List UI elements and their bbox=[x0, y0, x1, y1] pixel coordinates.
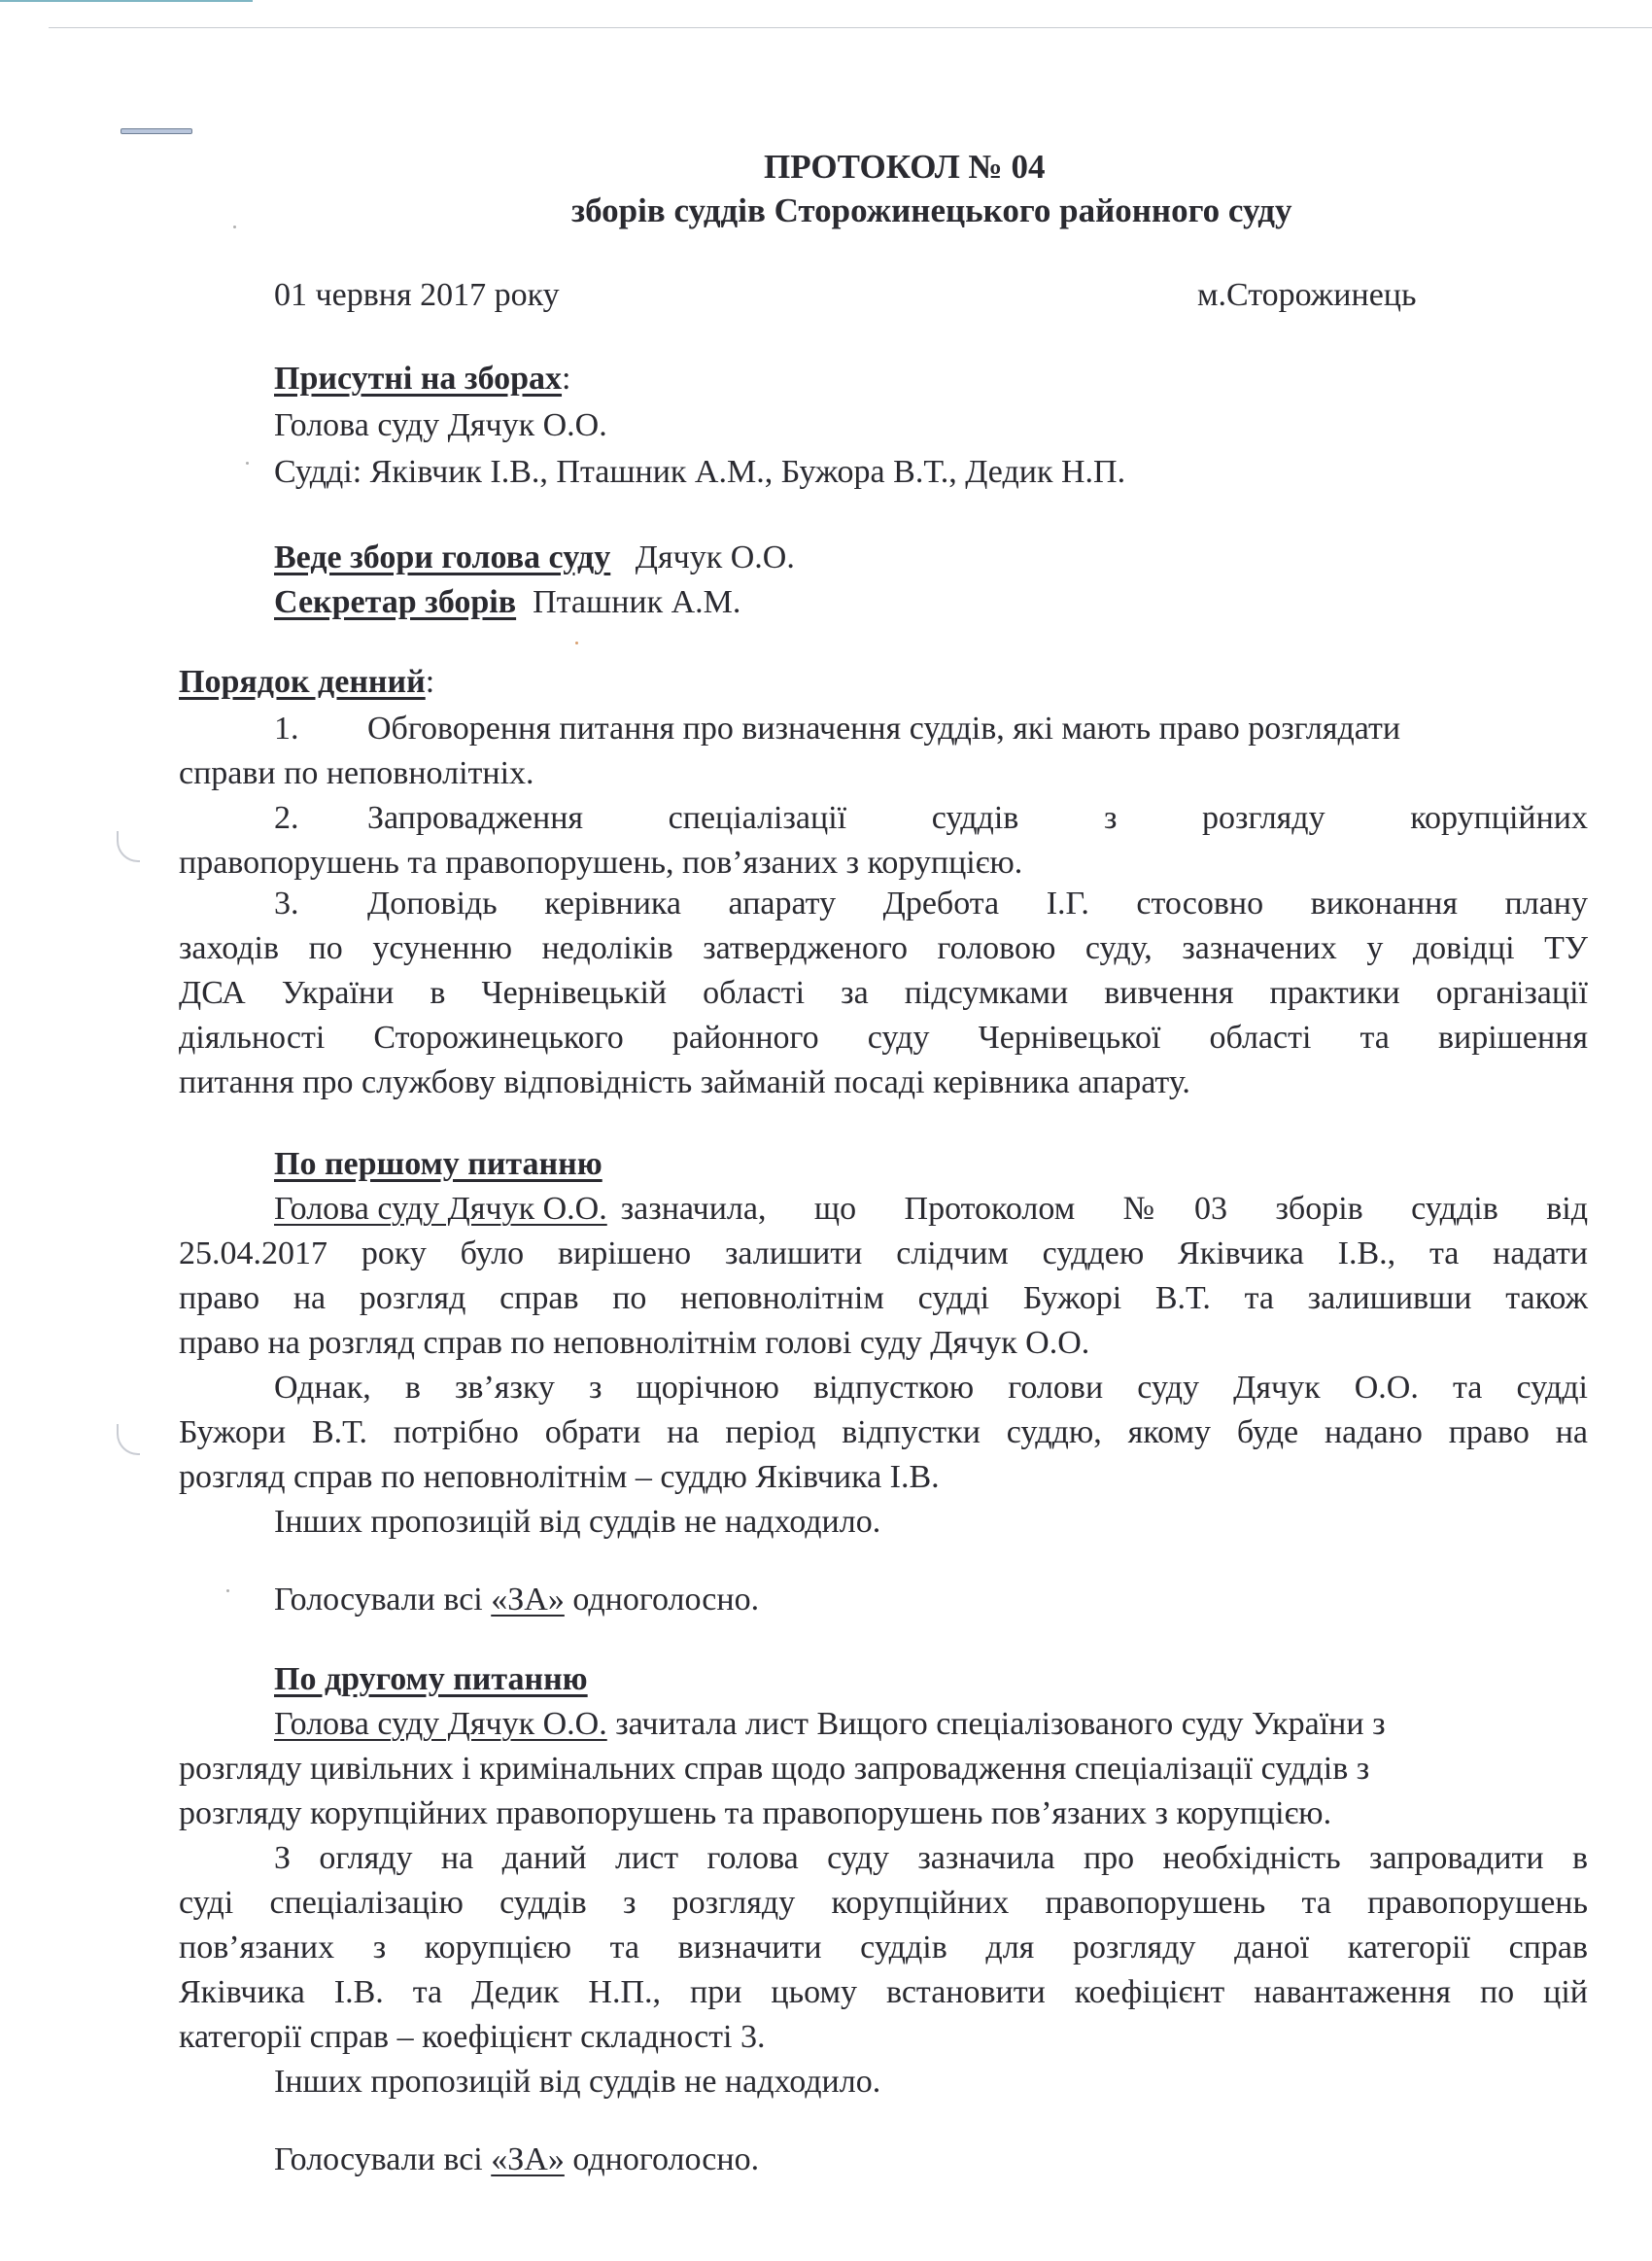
first-question-heading: По першому питанню bbox=[274, 1146, 602, 1182]
meeting-place: м.Сторожинець bbox=[1197, 277, 1417, 313]
secretary-line bbox=[274, 581, 740, 624]
scan-dot bbox=[233, 226, 236, 228]
agenda-item-1-line-2: справи по неповнолітніх. bbox=[179, 755, 534, 791]
second-question-line-1 bbox=[274, 1703, 1386, 1746]
second-question-line-3: розгляду корупційних правопорушень та правопорушень пов’язаних з корупцією. bbox=[179, 1795, 1332, 1831]
speaker-name: Голова суду Дячук О.О. bbox=[274, 1706, 607, 1742]
agenda-item-3-line-3: ДСА України в Чернівецькій області за підсумками вивчення практики організації bbox=[179, 975, 1588, 1011]
vote-suffix: одноголосно. bbox=[564, 1582, 760, 1617]
attendance-chair: Голова суду Дячук О.О. bbox=[274, 407, 607, 443]
scan-edge bbox=[0, 0, 253, 2]
first-question-para2-line-2: Бужори В.Т. потрібно обрати на період відпустки суддю, якому буде надано право на bbox=[179, 1414, 1588, 1450]
chair-label: Веде збори голова суду bbox=[274, 539, 611, 575]
agenda-item-number: 3. bbox=[274, 886, 299, 922]
first-question-no-proposals: Інших пропозицій від суддів не надходило. bbox=[274, 1504, 881, 1540]
agenda-item-2-line-2: правопорушень та правопорушень, пов’язаних з корупцією. bbox=[179, 845, 1023, 881]
agenda-item-2-line-1: Запровадження спеціалізації суддів з розгляду корупційних bbox=[367, 800, 1588, 836]
punch-hole-mark bbox=[117, 831, 140, 862]
first-question-line-3: право на розгляд справ по неповнолітнім судді Бужорі В.Т. та залишивши також bbox=[179, 1280, 1588, 1316]
secretary-label: Секретар зборів bbox=[274, 584, 517, 620]
secretary-name: Пташник А.М. bbox=[533, 584, 741, 620]
attendance-heading bbox=[274, 358, 571, 400]
scan-dot bbox=[246, 462, 249, 465]
document-subtitle: зборів суддів Сторожинецького районного суду bbox=[571, 191, 1292, 229]
first-question-line-2: 25.04.2017 року було вирішено залишити слідчим суддею Яківчика І.В., та надати bbox=[179, 1235, 1588, 1271]
attendance-heading-label: Присутні на зборах bbox=[274, 361, 563, 397]
punch-hole-mark bbox=[117, 1424, 140, 1455]
chair-name: Дячук О.О. bbox=[635, 539, 795, 575]
scan-dot bbox=[575, 642, 578, 644]
second-question-para2-line-4: Яківчика І.В. та Дедик Н.П., при цьому встановити коефіцієнт навантаження по цій bbox=[179, 1974, 1588, 2010]
agenda-heading-label: Порядок денний bbox=[179, 664, 426, 700]
first-question-vote bbox=[274, 1579, 759, 1621]
second-question-heading: По другому питанню bbox=[274, 1661, 588, 1697]
first-question-para2-line-3: розгляд справ по неповнолітнім – суддю Яківчика І.В. bbox=[179, 1459, 940, 1495]
staple-mark bbox=[120, 128, 192, 134]
attendance-judges: Судді: Яківчик І.В., Пташник А.М., Бужора В.Т., Дедик Н.П. bbox=[274, 454, 1126, 490]
agenda-item-3-line-4: діяльності Сторожинецького районного суду Чернівецької області та вирішення bbox=[179, 1020, 1588, 1056]
first-question-line-1 bbox=[274, 1188, 1588, 1231]
chair-line bbox=[274, 537, 795, 579]
second-question-vote bbox=[274, 2139, 759, 2181]
vote-suffix: одноголосно. bbox=[564, 2141, 760, 2177]
vote-for: «ЗА» bbox=[491, 2141, 565, 2177]
meeting-date: 01 червня 2017 року bbox=[274, 277, 560, 313]
agenda-item-3-line-1: Доповідь керівника апарату Дребота І.Г. стосовно виконання плану bbox=[367, 886, 1588, 922]
scan-edge-line bbox=[49, 27, 1652, 28]
first-question-para2-line-1: Однак, в зв’язку з щорічною відпусткою голови суду Дячук О.О. та судді bbox=[274, 1370, 1588, 1406]
second-question-para2-line-5: категорії справ – коефіцієнт складності 3. bbox=[179, 2019, 766, 2055]
document-title: ПРОТОКОЛ № 04 bbox=[764, 148, 1046, 186]
second-question-no-proposals: Інших пропозицій від суддів не надходило. bbox=[274, 2064, 881, 2100]
agenda-item-number: 1. bbox=[274, 711, 299, 747]
first-question-line-4: право на розгляд справ по неповнолітнім голові суду Дячук О.О. bbox=[179, 1325, 1090, 1361]
second-question-para2-line-2: суді спеціалізацію суддів з розгляду корупційних правопорушень та правопорушень bbox=[179, 1885, 1588, 1921]
second-question-line-2: розгляду цивільних і кримінальних справ щодо запровадження спеціалізації суддів з bbox=[179, 1751, 1370, 1787]
agenda-item-number: 2. bbox=[274, 800, 299, 836]
agenda-item-3-line-2: заходів по усуненню недоліків затвердженого головою суду, зазначених у довідці ТУ bbox=[179, 930, 1588, 966]
first-question-text: зазначила, що Протоколом №03 зборів суддів від bbox=[620, 1191, 1588, 1227]
vote-prefix: Голосували всі bbox=[274, 1582, 492, 1617]
colon: : bbox=[562, 361, 571, 397]
agenda-heading bbox=[179, 661, 434, 704]
agenda-item-1-line-1: Обговорення питання про визначення суддів, які мають право розглядати bbox=[367, 711, 1401, 747]
colon: : bbox=[425, 664, 435, 700]
second-question-text: зачитала лист Вищого спеціалізованого суду України з bbox=[615, 1706, 1386, 1742]
vote-prefix: Голосували всі bbox=[274, 2141, 492, 2177]
vote-for: «ЗА» bbox=[491, 1582, 565, 1617]
second-question-para2-line-3: пов’язаних з корупцією та визначити суддів для розгляду даної категорії справ bbox=[179, 1930, 1588, 1965]
scan-dot bbox=[226, 1589, 229, 1592]
second-question-para2-line-1: З огляду на даний лист голова суду зазначила про необхідність запровадити в bbox=[274, 1840, 1588, 1876]
speaker-name: Голова суду Дячук О.О. bbox=[274, 1191, 607, 1227]
agenda-item-3-line-5: питання про службову відповідність займаній посаді керівника апарату. bbox=[179, 1064, 1190, 1100]
